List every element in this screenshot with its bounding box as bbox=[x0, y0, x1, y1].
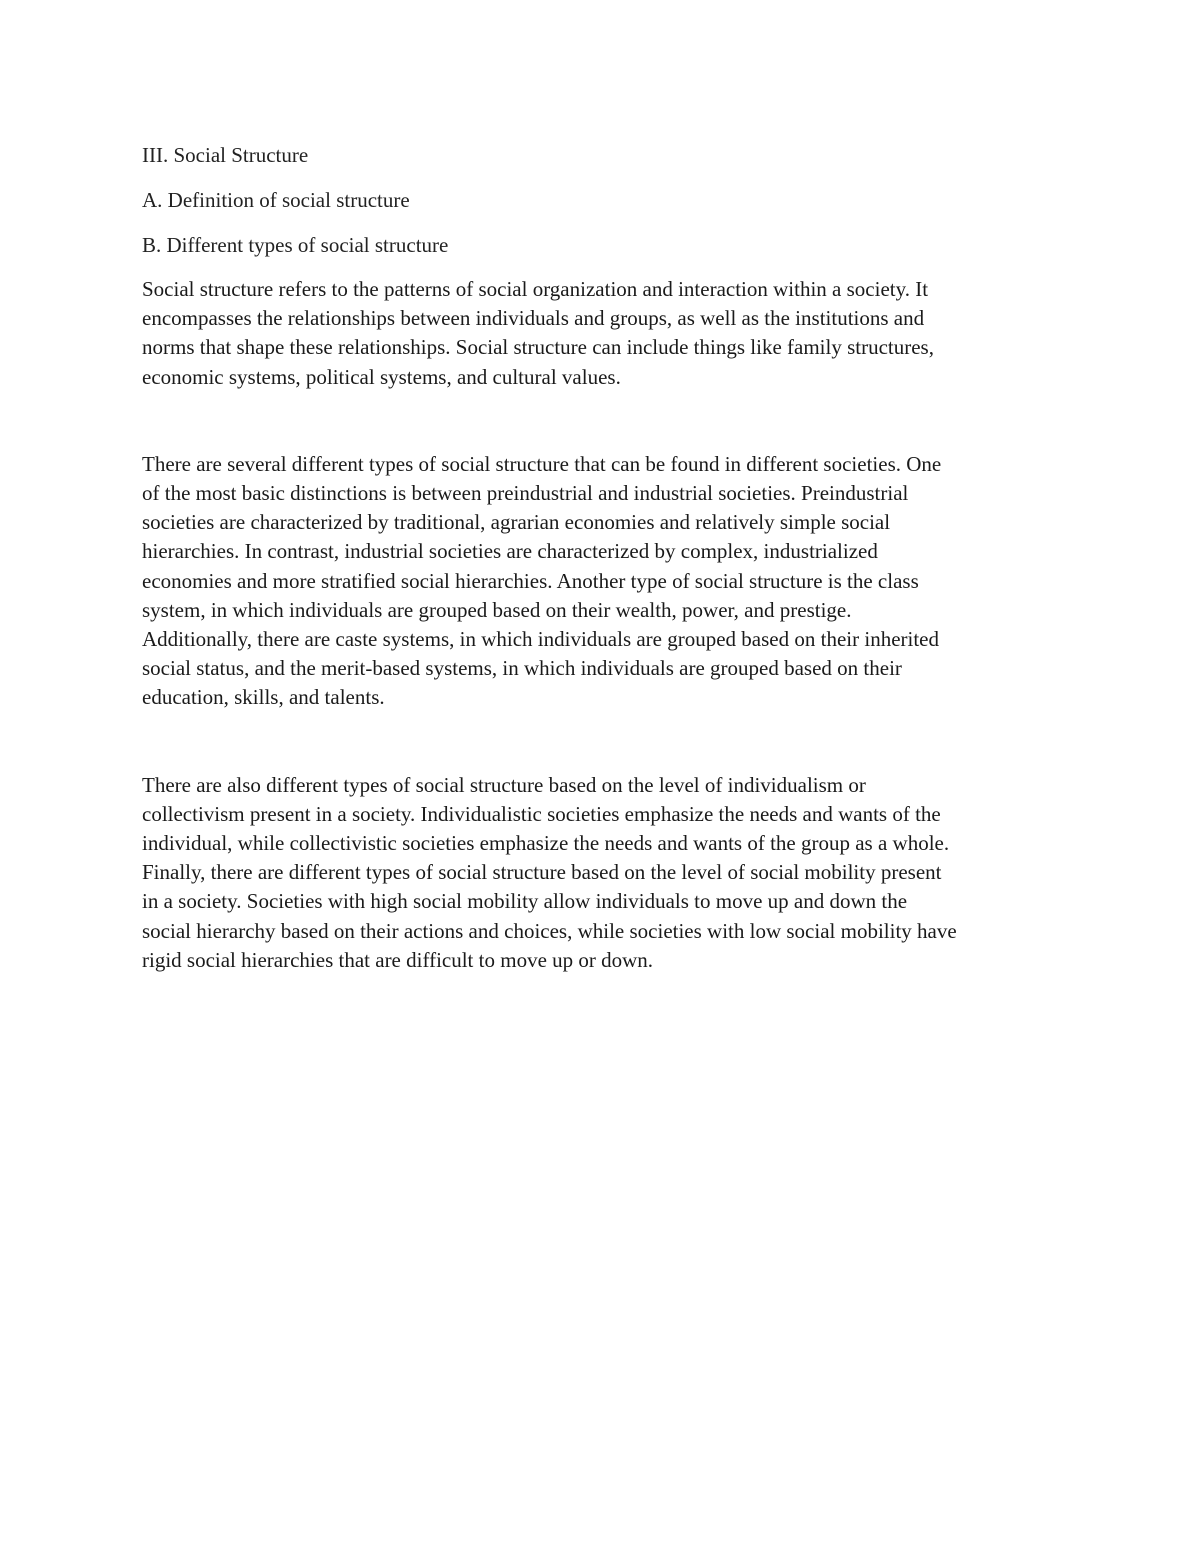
paragraph-line: of the most basic distinctions is between preindustrial and industrial societies. Preindustrial bbox=[142, 481, 909, 506]
paragraph-line: Finally, there are different types of social structure based on the level of social mobility present bbox=[142, 860, 942, 885]
paragraph-line: There are also different types of social structure based on the level of individualism or bbox=[142, 772, 866, 797]
outline-item-b: B. Different types of social structure bbox=[142, 233, 449, 257]
paragraph-line: in a society. Societies with high social mobility allow individuals to move up and down the bbox=[142, 889, 908, 914]
paragraph-line: societies are characterized by traditional, agrarian economies and relatively simple social bbox=[142, 510, 891, 535]
paragraph-definition bbox=[142, 275, 1072, 392]
paragraph-line: hierarchies. In contrast, industrial societies are characterized by complex, industrialized bbox=[142, 539, 878, 564]
section-title: III. Social Structure bbox=[142, 143, 309, 167]
paragraph-types bbox=[142, 450, 1072, 713]
paragraph-line: education, skills, and talents. bbox=[142, 685, 385, 710]
paragraph-line: rigid social hierarchies that are difficult to move up or down. bbox=[142, 947, 654, 972]
paragraph-spacer bbox=[142, 713, 1072, 771]
outline-item-a: A. Definition of social structure bbox=[142, 188, 410, 212]
paragraph-line: social status, and the merit-based systems, in which individuals are grouped based on their bbox=[142, 656, 902, 681]
paragraph-line: encompasses the relationships between individuals and groups, as well as the institutions and bbox=[142, 306, 925, 331]
paragraph-line: There are several different types of social structure that can be found in different societies. One bbox=[142, 451, 942, 476]
document-body bbox=[142, 140, 1072, 975]
paragraph-line: social hierarchy based on their actions and choices, while societies with low social mobility have bbox=[142, 918, 957, 943]
paragraph-line: collectivism present in a society. Individualistic societies emphasize the needs and wants of the bbox=[142, 801, 941, 826]
paragraph-line: Social structure refers to the patterns of social organization and interaction within a society. It bbox=[142, 277, 929, 301]
paragraph-line: Additionally, there are caste systems, in which individuals are grouped based on their inherited bbox=[142, 627, 939, 652]
paragraph-individualism bbox=[142, 771, 1072, 975]
paragraph-line: individual, while collectivistic societies emphasize the needs and wants of the group as a whole. bbox=[142, 831, 950, 856]
paragraph-line: system, in which individuals are grouped based on their wealth, power, and prestige. bbox=[142, 597, 852, 622]
paragraph-spacer bbox=[142, 392, 1072, 450]
paragraph-line: economic systems, political systems, and cultural values. bbox=[142, 364, 621, 389]
paragraph-line: norms that shape these relationships. Social structure can include things like family structures, bbox=[142, 335, 934, 360]
paragraph-line: economies and more stratified social hierarchies. Another type of social structure is the class bbox=[142, 568, 919, 593]
